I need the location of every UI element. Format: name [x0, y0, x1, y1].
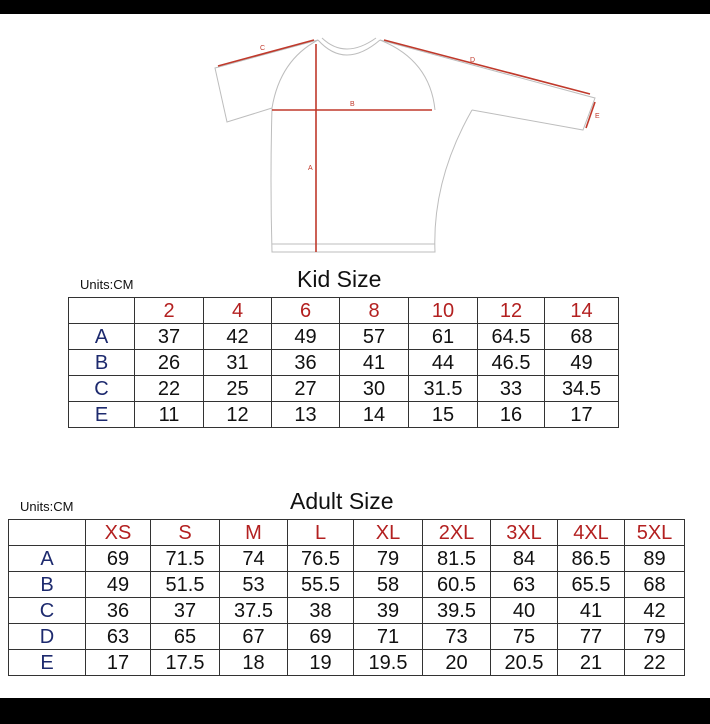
table-cell: 64.5 — [478, 324, 545, 350]
table-cell: 37.5 — [220, 598, 288, 624]
table-cell: 65.5 — [558, 572, 625, 598]
row-label: C — [69, 376, 135, 402]
kid-size-header: 10 — [409, 298, 478, 324]
table-cell: 44 — [409, 350, 478, 376]
table-cell: 36 — [272, 350, 340, 376]
table-row — [9, 598, 685, 624]
table-cell: 81.5 — [423, 546, 491, 572]
table-cell: 67 — [220, 624, 288, 650]
table-cell: 63 — [86, 624, 151, 650]
adult-size-header: M — [220, 520, 288, 546]
table-cell: 79 — [354, 546, 423, 572]
adult-size-header: 2XL — [423, 520, 491, 546]
kid-size-header: 6 — [272, 298, 340, 324]
table-cell: 17.5 — [151, 650, 220, 676]
table-cell: 73 — [423, 624, 491, 650]
table-cell: 17 — [545, 402, 619, 428]
table-cell: 49 — [86, 572, 151, 598]
table-cell: 75 — [491, 624, 558, 650]
table-cell: 36 — [86, 598, 151, 624]
table-row — [9, 546, 685, 572]
adult-size-title: Adult Size — [290, 488, 394, 514]
adult-units-label: Units:CM — [20, 499, 74, 514]
adult-size-table — [8, 519, 685, 676]
table-cell: 89 — [625, 546, 685, 572]
table-cell: 57 — [340, 324, 409, 350]
row-label: E — [9, 650, 86, 676]
table-cell: 49 — [545, 350, 619, 376]
table-row — [9, 624, 685, 650]
table-cell: 86.5 — [558, 546, 625, 572]
shirt-measurement-diagram — [200, 30, 610, 260]
table-cell: 76.5 — [288, 546, 354, 572]
table-cell: 11 — [135, 402, 204, 428]
kid-header-corner — [69, 298, 135, 324]
adult-size-header: 5XL — [625, 520, 685, 546]
kid-size-title: Kid Size — [297, 266, 382, 292]
row-label: A — [9, 546, 86, 572]
table-cell: 34.5 — [545, 376, 619, 402]
table-cell: 30 — [340, 376, 409, 402]
adult-size-header: 4XL — [558, 520, 625, 546]
table-cell: 41 — [340, 350, 409, 376]
kid-size-header: 2 — [135, 298, 204, 324]
table-cell: 39.5 — [423, 598, 491, 624]
table-cell: 84 — [491, 546, 558, 572]
row-label: D — [9, 624, 86, 650]
table-cell: 31.5 — [409, 376, 478, 402]
table-row — [69, 350, 619, 376]
table-cell: 37 — [151, 598, 220, 624]
label-e: E — [595, 113, 600, 120]
table-cell: 63 — [491, 572, 558, 598]
row-label: C — [9, 598, 86, 624]
table-cell: 77 — [558, 624, 625, 650]
table-cell: 69 — [288, 624, 354, 650]
kid-size-header: 8 — [340, 298, 409, 324]
table-cell: 42 — [625, 598, 685, 624]
table-cell: 58 — [354, 572, 423, 598]
table-cell: 20 — [423, 650, 491, 676]
table-cell: 46.5 — [478, 350, 545, 376]
table-cell: 71 — [354, 624, 423, 650]
table-row — [9, 572, 685, 598]
table-cell: 69 — [86, 546, 151, 572]
table-cell: 21 — [558, 650, 625, 676]
label-d: D — [470, 57, 476, 64]
table-cell: 17 — [86, 650, 151, 676]
label-a: A — [308, 165, 313, 172]
kid-size-table — [68, 297, 619, 428]
table-cell: 71.5 — [151, 546, 220, 572]
kid-size-header: 4 — [204, 298, 272, 324]
table-cell: 19.5 — [354, 650, 423, 676]
table-cell: 51.5 — [151, 572, 220, 598]
kid-size-header: 14 — [545, 298, 619, 324]
label-b: B — [350, 101, 355, 108]
bottom-black-bar — [0, 698, 710, 724]
table-cell: 12 — [204, 402, 272, 428]
adult-size-header: S — [151, 520, 220, 546]
top-black-bar — [0, 0, 710, 14]
table-cell: 22 — [135, 376, 204, 402]
table-cell: 19 — [288, 650, 354, 676]
table-cell: 42 — [204, 324, 272, 350]
table-cell: 55.5 — [288, 572, 354, 598]
table-cell: 15 — [409, 402, 478, 428]
adult-header-corner — [9, 520, 86, 546]
table-cell: 53 — [220, 572, 288, 598]
row-label: A — [69, 324, 135, 350]
row-label: E — [69, 402, 135, 428]
table-cell: 13 — [272, 402, 340, 428]
label-c: C — [260, 45, 266, 52]
table-cell: 14 — [340, 402, 409, 428]
table-cell: 41 — [558, 598, 625, 624]
table-cell: 26 — [135, 350, 204, 376]
table-row — [69, 402, 619, 428]
adult-size-header: XS — [86, 520, 151, 546]
row-label: B — [69, 350, 135, 376]
table-cell: 49 — [272, 324, 340, 350]
table-cell: 27 — [272, 376, 340, 402]
table-row — [69, 324, 619, 350]
row-label: B — [9, 572, 86, 598]
table-cell: 65 — [151, 624, 220, 650]
table-cell: 79 — [625, 624, 685, 650]
table-cell: 31 — [204, 350, 272, 376]
table-cell: 16 — [478, 402, 545, 428]
table-cell: 60.5 — [423, 572, 491, 598]
table-cell: 22 — [625, 650, 685, 676]
table-cell: 68 — [625, 572, 685, 598]
table-cell: 74 — [220, 546, 288, 572]
table-cell: 37 — [135, 324, 204, 350]
table-cell: 25 — [204, 376, 272, 402]
table-row — [9, 650, 685, 676]
table-cell: 68 — [545, 324, 619, 350]
table-cell: 61 — [409, 324, 478, 350]
table-cell: 38 — [288, 598, 354, 624]
kid-units-label: Units:CM — [80, 277, 134, 292]
kid-header-row — [69, 298, 619, 324]
kid-size-header: 12 — [478, 298, 545, 324]
adult-size-header: 3XL — [491, 520, 558, 546]
table-cell: 18 — [220, 650, 288, 676]
adult-header-row — [9, 520, 685, 546]
table-cell: 39 — [354, 598, 423, 624]
adult-size-header: L — [288, 520, 354, 546]
table-cell: 40 — [491, 598, 558, 624]
table-cell: 33 — [478, 376, 545, 402]
adult-size-header: XL — [354, 520, 423, 546]
table-cell: 20.5 — [491, 650, 558, 676]
table-row — [69, 376, 619, 402]
